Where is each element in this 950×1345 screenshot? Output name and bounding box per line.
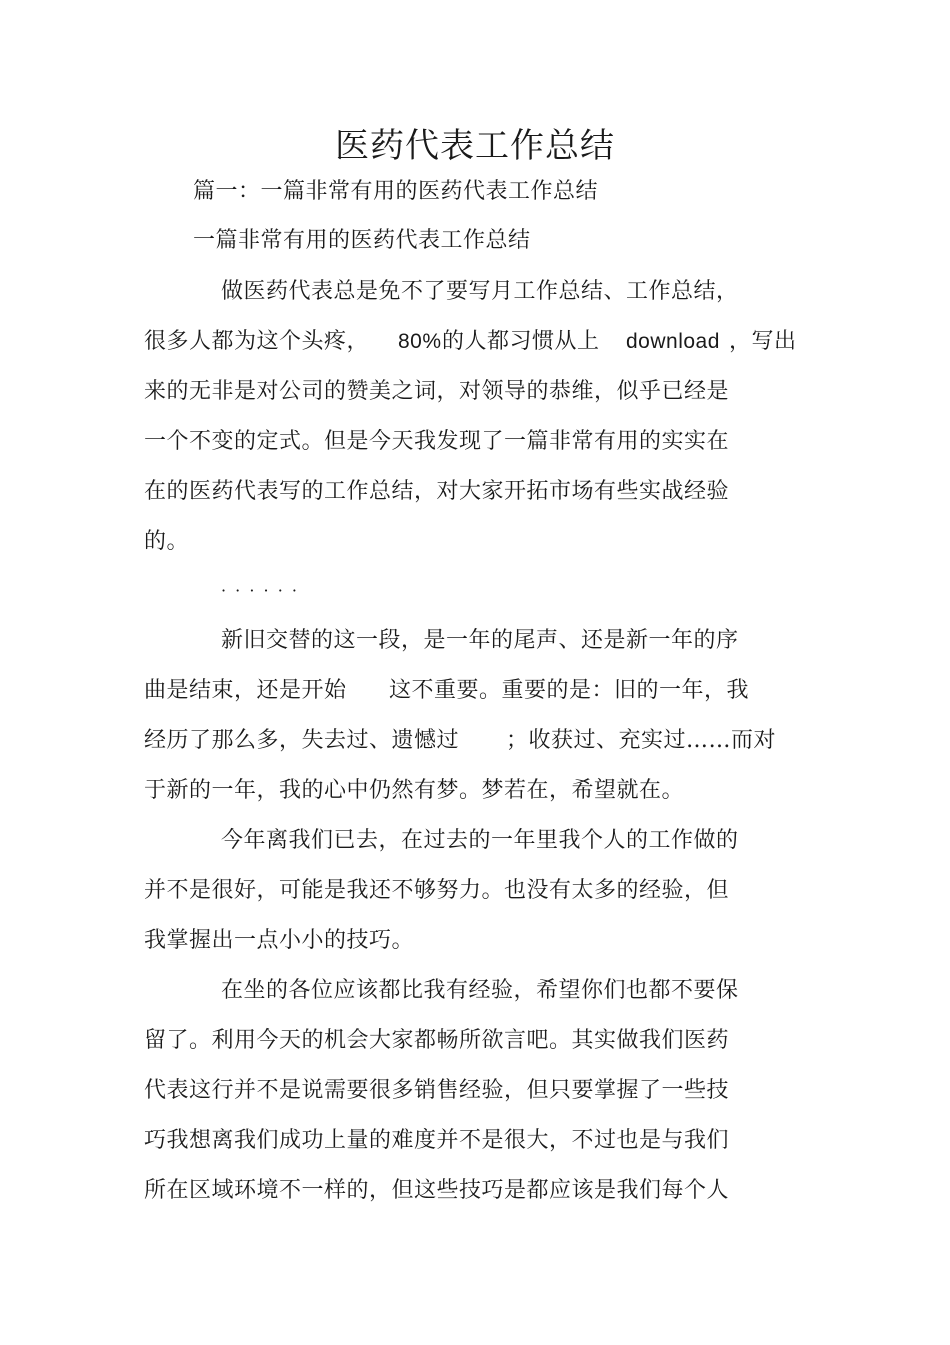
paragraph-1-line-3: 来的无非是对公司的赞美之词，对领导的恭维，似乎已经是 (144, 379, 730, 404)
paragraph-1-line-4: 一个不变的定式。但是今天我发现了一篇非常有用的实实在 (144, 429, 730, 454)
paragraph-2-line-1: 新旧交替的这一段，是一年的尾声、还是新一年的序 (221, 628, 739, 653)
paragraph-1-line-2a: 很多人都为这个头疼， (144, 329, 370, 354)
ellipsis-separator: · · · · · · (221, 581, 299, 600)
document-title: 医药代表工作总结 (335, 126, 615, 166)
paragraph-2-line-3b: ；收获过、充实过……而对 (506, 728, 777, 753)
subtitle: 篇一：一篇非常有用的医药代表工作总结 (193, 179, 599, 204)
paragraph-4-line-2: 留了。利用今天的机会大家都畅所欲言吧。其实做我们医药 (144, 1028, 730, 1053)
paragraph-4-line-3: 代表这行并不是说需要很多销售经验，但只要掌握了一些技 (144, 1078, 730, 1103)
paragraph-4-line-5: 所在区域环境不一样的，但这些技巧是都应该是我们每个人 (144, 1178, 730, 1203)
paragraph-1-line-2c: 的人都习惯从上 (442, 329, 600, 354)
paragraph-1-line-1: 做医药代表总是免不了要写月工作总结、工作总结， (221, 279, 739, 304)
paragraph-2-line-3a: 经历了那么多，失去过、遗憾过 (144, 728, 460, 753)
paragraph-1-percent: 80% (398, 330, 442, 353)
paragraph-1-line-5: 在的医药代表写的工作总结，对大家开拓市场有些实战经验 (144, 479, 730, 504)
paragraph-3-line-1: 今年离我们已去，在过去的一年里我个人的工作做的 (221, 828, 739, 853)
paragraph-3-line-3: 我掌握出一点小小的技巧。 (144, 928, 415, 953)
paragraph-2-line-2b: 这不重要。重要的是：旧的一年，我 (389, 678, 750, 703)
paragraph-1-line-2e: ，写出 (729, 329, 797, 354)
paragraph-4-line-1: 在坐的各位应该都比我有经验，希望你们也都不要保 (221, 978, 739, 1003)
section-heading: 一篇非常有用的医药代表工作总结 (193, 228, 531, 253)
paragraph-2-line-2a: 曲是结束，还是开始 (144, 678, 347, 703)
paragraph-1-line-6: 的。 (144, 529, 190, 554)
paragraph-2-line-4: 于新的一年，我的心中仍然有梦。梦若在，希望就在。 (144, 778, 685, 803)
paragraph-1-download: download (626, 330, 720, 353)
paragraph-4-line-4: 巧我想离我们成功上量的难度并不是很大，不过也是与我们 (144, 1128, 730, 1153)
paragraph-3-line-2: 并不是很好，可能是我还不够努力。也没有太多的经验，但 (144, 878, 730, 903)
